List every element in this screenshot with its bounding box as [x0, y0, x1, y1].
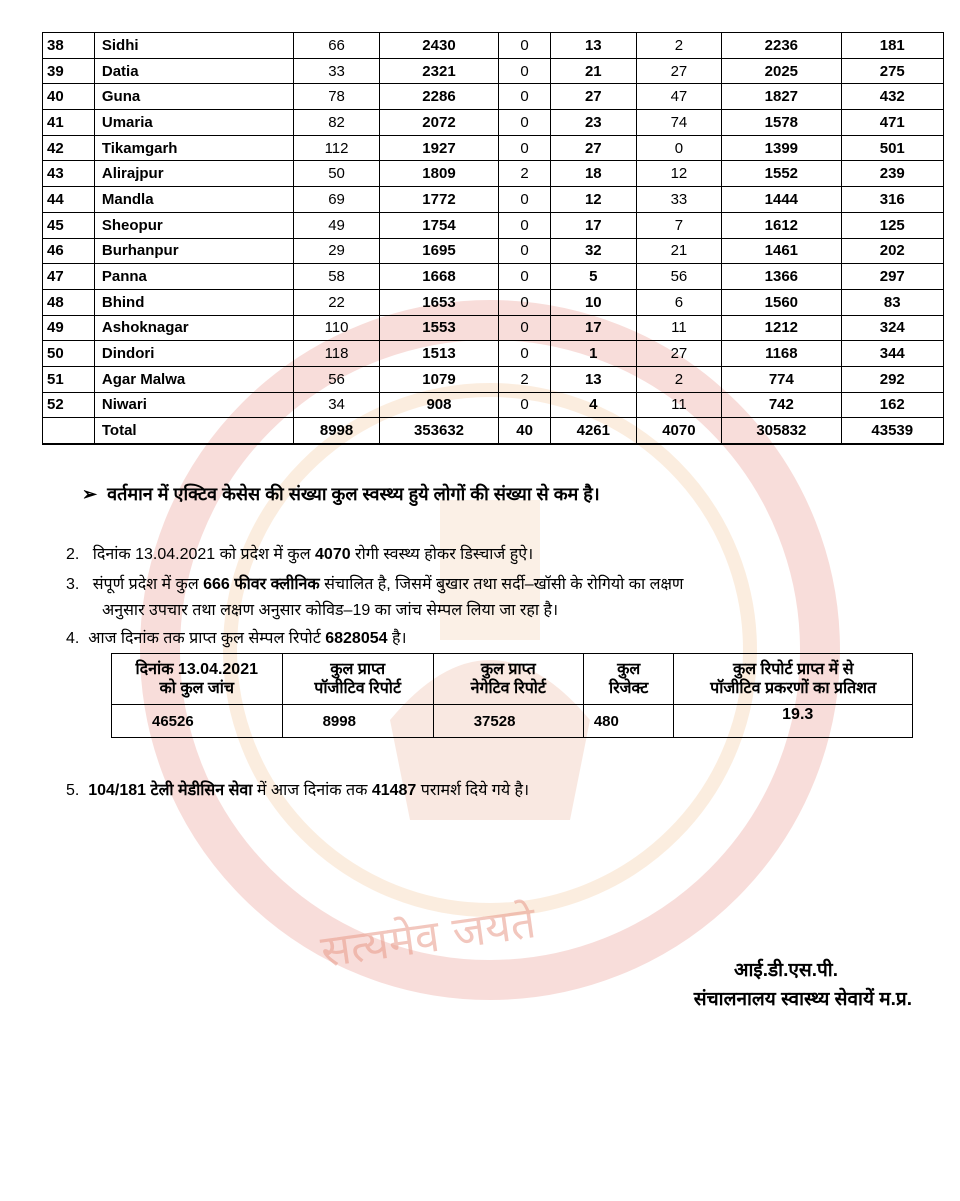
column-header	[433, 654, 583, 705]
table-cell: Umaria	[94, 110, 293, 136]
table-cell: 21	[636, 238, 722, 264]
header-line: पॉजीटिव रिपोर्ट	[314, 680, 402, 697]
table-cell: 41	[43, 110, 95, 136]
table-cell: Mandla	[94, 187, 293, 213]
item-number: 4.	[66, 630, 80, 647]
table-cell: 69	[294, 187, 380, 213]
table-cell: Guna	[94, 84, 293, 110]
table-cell: 29	[294, 238, 380, 264]
table-cell: 908	[379, 392, 498, 418]
header-line: रिजेक्ट	[608, 680, 649, 697]
table-cell: 1513	[379, 341, 498, 367]
bullet-note	[82, 482, 600, 506]
signature-line-2: संचालनालय स्वास्थ्य सेवायें म.प्र.	[693, 989, 912, 1010]
table-cell	[43, 418, 95, 444]
table-cell: 82	[294, 110, 380, 136]
table-cell: 1754	[379, 212, 498, 238]
table-cell: Tikamgarh	[94, 135, 293, 161]
table-cell: 353632	[379, 418, 498, 444]
table-cell: 1444	[722, 187, 841, 213]
table-row	[43, 238, 944, 264]
sample-value: 37528	[433, 705, 583, 738]
table-cell: Dindori	[94, 341, 293, 367]
table-cell: 11	[636, 392, 722, 418]
column-header	[674, 654, 913, 705]
table-cell: 2	[636, 33, 722, 59]
table-cell: Panna	[94, 264, 293, 290]
table-cell: 83	[841, 289, 944, 315]
table-cell: 324	[841, 315, 944, 341]
table-cell: 0	[636, 135, 722, 161]
table-cell: 1212	[722, 315, 841, 341]
table-cell: 275	[841, 58, 944, 84]
table-cell: 2321	[379, 58, 498, 84]
arrow-bullet-icon: ➢	[82, 484, 98, 504]
table-cell: 13	[551, 33, 637, 59]
telemedicine-service: 104/181 टेली मेडीसिन सेवा	[88, 782, 253, 799]
table-cell: 1695	[379, 238, 498, 264]
table-row	[43, 392, 944, 418]
column-header	[282, 654, 433, 705]
table-cell: 501	[841, 135, 944, 161]
table-cell: 46	[43, 238, 95, 264]
table-cell: 10	[551, 289, 637, 315]
table-cell: 292	[841, 366, 944, 392]
table-cell: 18	[551, 161, 637, 187]
table-cell: 181	[841, 33, 944, 59]
table-cell: 0	[499, 135, 551, 161]
table-cell: 0	[499, 238, 551, 264]
table-cell: 125	[841, 212, 944, 238]
table-cell: 1612	[722, 212, 841, 238]
watermark-motto: सत्यमेव जयते	[317, 897, 539, 978]
text: दिनांक 13.04.2021 को प्रदेश में कुल	[92, 546, 316, 563]
table-cell: 1578	[722, 110, 841, 136]
table-cell: 2	[499, 161, 551, 187]
item-number: 3.	[66, 576, 80, 593]
sample-value: 46526	[112, 705, 283, 738]
table-cell: 344	[841, 341, 944, 367]
header-line: पॉजीटिव प्रकरणों का प्रतिशत	[710, 680, 877, 697]
table-cell: 2430	[379, 33, 498, 59]
table-cell: 2236	[722, 33, 841, 59]
table-cell: 1399	[722, 135, 841, 161]
table-cell: 27	[551, 84, 637, 110]
table-cell: 74	[636, 110, 722, 136]
table-row	[43, 341, 944, 367]
item-number: 5.	[66, 782, 80, 799]
text: रोगी स्वस्थ्य होकर डिस्चार्ज हुऐ।	[350, 546, 534, 563]
signature-line-1: आई.डी.एस.पी.	[733, 960, 838, 981]
text: आज दिनांक तक प्राप्त कुल सेम्पल रिपोर्ट	[88, 630, 326, 647]
table-row	[43, 264, 944, 290]
table-cell: 56	[636, 264, 722, 290]
table-cell: 50	[294, 161, 380, 187]
table-cell: 48	[43, 289, 95, 315]
bullet-text: वर्तमान में एक्टिव केसेस की संख्या कुल स्वस्थ्य हुये लोगों की संख्या से कम है।	[107, 484, 600, 504]
table-cell: 4261	[551, 418, 637, 444]
text: संपूर्ण प्रदेश में कुल	[92, 576, 204, 593]
table-cell: 162	[841, 392, 944, 418]
table-cell: 1668	[379, 264, 498, 290]
header-line: को कुल जांच	[159, 680, 235, 697]
table-cell: 40	[43, 84, 95, 110]
table-cell: 21	[551, 58, 637, 84]
table-cell: 49	[43, 315, 95, 341]
item-4	[66, 626, 407, 648]
table-cell: 43539	[841, 418, 944, 444]
table-cell: 12	[636, 161, 722, 187]
table-cell: 0	[499, 212, 551, 238]
table-cell: 1827	[722, 84, 841, 110]
table-cell: 27	[551, 135, 637, 161]
table-cell: 118	[294, 341, 380, 367]
text: परामर्श दिये गये है।	[416, 782, 530, 799]
table-row	[43, 366, 944, 392]
item-3	[66, 572, 684, 594]
table-row	[43, 33, 944, 59]
table-cell: 0	[499, 33, 551, 59]
table-cell: 50	[43, 341, 95, 367]
sample-report-count: 6828054	[325, 630, 388, 647]
discharged-count: 4070	[315, 546, 351, 563]
table-cell: 17	[551, 315, 637, 341]
item-number: 2.	[66, 546, 80, 563]
table-cell: 44	[43, 187, 95, 213]
table-cell: Agar Malwa	[94, 366, 293, 392]
table-cell: 432	[841, 84, 944, 110]
table-cell: 51	[43, 366, 95, 392]
header-line: नेगेटिव रिपोर्ट	[470, 680, 546, 697]
table-cell: 1461	[722, 238, 841, 264]
table-cell: 2286	[379, 84, 498, 110]
table-cell: 1772	[379, 187, 498, 213]
table-cell: 4070	[636, 418, 722, 444]
fever-clinic-count: 666 फीवर क्लीनिक	[203, 576, 320, 593]
table-cell: 1653	[379, 289, 498, 315]
total-row	[43, 418, 944, 444]
table-cell: 11	[636, 315, 722, 341]
table-row	[43, 84, 944, 110]
table-cell: 0	[499, 187, 551, 213]
table-cell: 56	[294, 366, 380, 392]
column-header	[112, 654, 283, 705]
table-row	[43, 315, 944, 341]
sample-value: 8998	[282, 705, 433, 738]
item-3-cont: अनुसार उपचार तथा लक्षण अनुसार कोविड–19 का जांच सेम्पल लिया जा रहा है।	[102, 602, 559, 619]
sample-value: 19.3	[674, 705, 913, 738]
item-5	[66, 778, 529, 800]
table-cell: 27	[636, 58, 722, 84]
table-cell: 45	[43, 212, 95, 238]
header-line: दिनांक 13.04.2021	[135, 661, 259, 678]
table-cell: 0	[499, 341, 551, 367]
table-cell: 1552	[722, 161, 841, 187]
header-line: कुल प्राप्त	[330, 661, 386, 678]
table-cell: 12	[551, 187, 637, 213]
table-cell: 17	[551, 212, 637, 238]
table-cell: 316	[841, 187, 944, 213]
table-cell: 78	[294, 84, 380, 110]
table-cell: 43	[43, 161, 95, 187]
text: संचालित है, जिसमें बुखार तथा सर्दी–खॉसी के रोगियो का लक्षण	[319, 576, 684, 593]
table-cell: 0	[499, 84, 551, 110]
table-cell: 6	[636, 289, 722, 315]
column-header	[583, 654, 674, 705]
table-row	[43, 110, 944, 136]
table-cell: 7	[636, 212, 722, 238]
table-row	[43, 212, 944, 238]
table-row	[43, 187, 944, 213]
sample-value: 480	[583, 705, 674, 738]
table-row	[43, 289, 944, 315]
table-cell: 8998	[294, 418, 380, 444]
table-row	[43, 161, 944, 187]
table-cell: 471	[841, 110, 944, 136]
table-cell: 42	[43, 135, 95, 161]
table-cell: 0	[499, 392, 551, 418]
table-cell: Bhind	[94, 289, 293, 315]
table-cell: 1079	[379, 366, 498, 392]
table-cell: Datia	[94, 58, 293, 84]
table-cell: 38	[43, 33, 95, 59]
table-cell: Sheopur	[94, 212, 293, 238]
header-line: कुल	[617, 661, 641, 678]
table-cell: 4	[551, 392, 637, 418]
table-cell: 33	[636, 187, 722, 213]
district-table	[42, 32, 944, 445]
table-cell: 47	[636, 84, 722, 110]
table-cell: Total	[94, 418, 293, 444]
table-cell: 1168	[722, 341, 841, 367]
table-cell: 13	[551, 366, 637, 392]
table-cell: 66	[294, 33, 380, 59]
table-cell: 2	[499, 366, 551, 392]
table-row	[43, 58, 944, 84]
table-cell: 2	[636, 366, 722, 392]
table-cell: 32	[551, 238, 637, 264]
table-cell: Ashoknagar	[94, 315, 293, 341]
table-cell: 58	[294, 264, 380, 290]
table-cell: 2072	[379, 110, 498, 136]
table-cell: 0	[499, 289, 551, 315]
table-cell: 112	[294, 135, 380, 161]
table-cell: 1927	[379, 135, 498, 161]
table-cell: 0	[499, 110, 551, 136]
sample-table	[111, 653, 913, 738]
table-cell: 202	[841, 238, 944, 264]
table-cell: 40	[499, 418, 551, 444]
consultation-count: 41487	[371, 782, 417, 799]
table-cell: 34	[294, 392, 380, 418]
table-cell: 0	[499, 58, 551, 84]
table-cell: 47	[43, 264, 95, 290]
table-cell: 297	[841, 264, 944, 290]
table-cell: 2025	[722, 58, 841, 84]
table-cell: 23	[551, 110, 637, 136]
table-row	[43, 135, 944, 161]
header-line: कुल रिपोर्ट प्राप्त में से	[732, 661, 854, 678]
table-cell: 1	[551, 341, 637, 367]
table-cell: 0	[499, 264, 551, 290]
table-cell: Alirajpur	[94, 161, 293, 187]
text: है।	[387, 630, 407, 647]
table-cell: 1366	[722, 264, 841, 290]
item-2	[66, 542, 533, 564]
table-cell: 0	[499, 315, 551, 341]
table-cell: 305832	[722, 418, 841, 444]
table-cell: 52	[43, 392, 95, 418]
table-cell: 1553	[379, 315, 498, 341]
table-cell: 742	[722, 392, 841, 418]
text: में आज दिनांक तक	[252, 782, 372, 799]
table-cell: Sidhi	[94, 33, 293, 59]
table-cell: Burhanpur	[94, 238, 293, 264]
table-cell: 110	[294, 315, 380, 341]
table-cell: 27	[636, 341, 722, 367]
table-cell: 49	[294, 212, 380, 238]
table-cell: 33	[294, 58, 380, 84]
table-cell: 774	[722, 366, 841, 392]
table-cell: 22	[294, 289, 380, 315]
table-cell: 39	[43, 58, 95, 84]
table-cell: 1560	[722, 289, 841, 315]
table-cell: 239	[841, 161, 944, 187]
header-line: कुल प्राप्त	[480, 661, 536, 678]
table-cell: Niwari	[94, 392, 293, 418]
table-cell: 5	[551, 264, 637, 290]
table-cell: 1809	[379, 161, 498, 187]
